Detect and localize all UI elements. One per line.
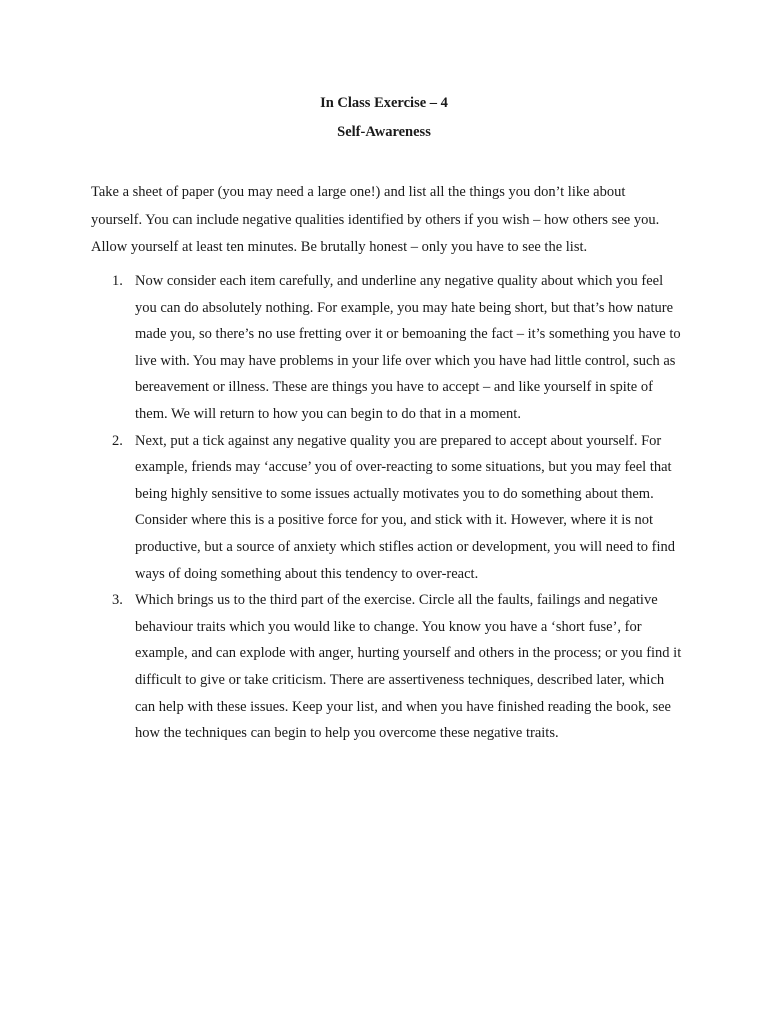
list-item-text: Which brings us to the third part of the exercise. Circle all the faults, failings and negative behaviour traits which you would like to change. You know you have a ‘short fuse’, for example, and can explode with anger, hurting yourself and others in the process; or you find it difficult to give or take criticism. There are assertiveness techniques, described later, which can help with these issues. Keep your list, and when you have finished reading the book, see how the techniques can begin to help you overcome these negative traits.: [135, 592, 682, 742]
list-item-number: 1.: [112, 273, 123, 289]
exercise-title: In Class Exercise – 4: [320, 95, 448, 111]
list-item: [0, 428, 683, 588]
intro-paragraph: Take a sheet of paper (you may need a large one!) and list all the things you don’t like about yourself. You can include negative qualities identified by others if you wish – how others see you. Allow yourself at least ten minutes. Be brutally honest – only you have to see the list.: [91, 184, 660, 255]
list-item-number: 2.: [112, 432, 123, 449]
list-item: [0, 268, 683, 428]
list-item: [0, 587, 683, 747]
exercise-subtitle: Self-Awareness: [337, 124, 431, 140]
list-item-number: 3.: [112, 592, 123, 609]
list-item-text: Now consider each item carefully, and underline any negative quality about which you feel you can do absolutely nothing. For example, you may hate being short, but that’s how nature made you, so there’s no use fretting over it or bemoaning the fact – it’s something you have to live with. You may have problems in your life over which you have had little control, such as bereavement or illness. These are things you have to accept – and like yourself in spite of them. We will return to how you can begin to do that in a moment.: [135, 273, 681, 422]
exercise-steps-list: [0, 268, 768, 747]
list-item-text: Next, put a tick against any negative quality you are prepared to accept about yourself. For example, friends may ‘accuse’ you of over-reacting to some situations, but you may feel that being highly sensitive to some issues actually motivates you to do something about them. Consider where this is a positive force for you, and stick with it. However, where it is not productive, but a source of anxiety which stifles action or development, you will need to find ways of doing something about this tendency to over-react.: [135, 432, 675, 582]
